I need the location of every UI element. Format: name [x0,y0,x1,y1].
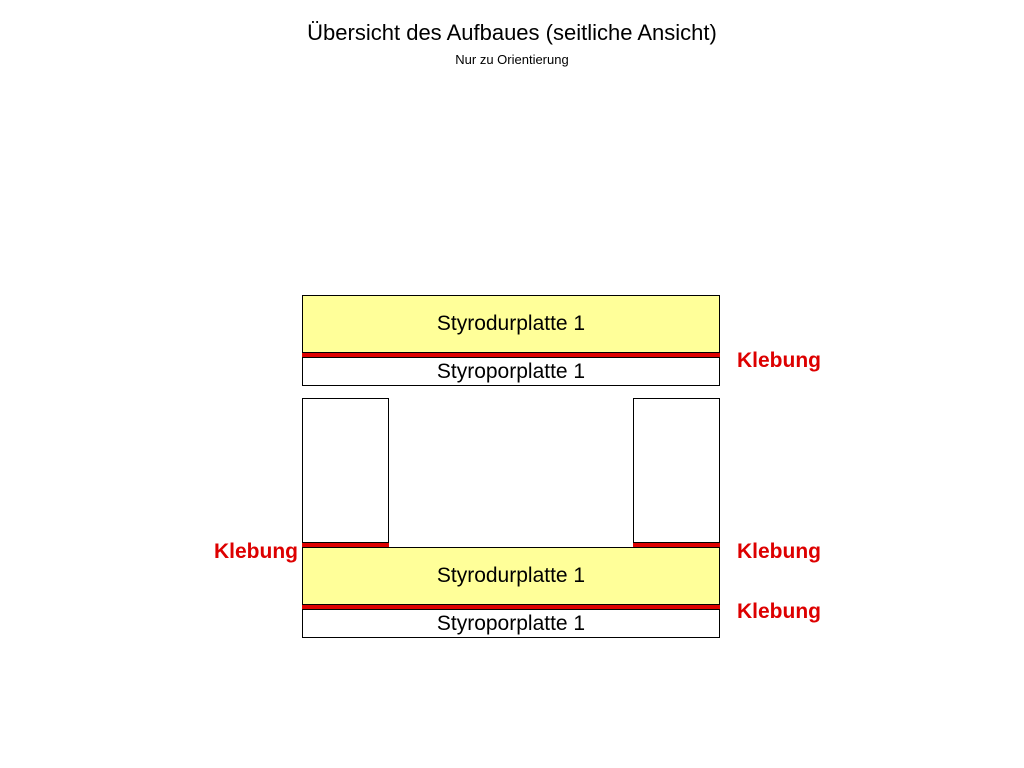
top-styropor-label: Styroporplatte 1 [436,359,586,383]
top-glue-label: Klebung [737,349,821,372]
diagram-title: Übersicht des Aufbaues (seitliche Ansicht) [307,20,717,45]
bottom-styrodur-board [302,547,720,605]
top-styropor-board [302,357,720,386]
right-pillar-glue-label: Klebung [737,540,821,563]
top-styrodur-board [302,295,720,353]
right-pillar [633,398,720,543]
bottom-styrodur-label: Styrodurplatte 1 [436,564,586,587]
diagram-subtitle: Nur zu Orientierung [455,52,569,67]
bottom-glue-label: Klebung [737,600,821,623]
bottom-styropor-label: Styroporplatte 1 [436,611,586,635]
left-pillar [302,398,389,543]
bottom-styropor-board [302,609,720,638]
left-pillar-glue-label: Klebung [214,540,298,563]
top-styrodur-label: Styrodurplatte 1 [436,312,586,335]
